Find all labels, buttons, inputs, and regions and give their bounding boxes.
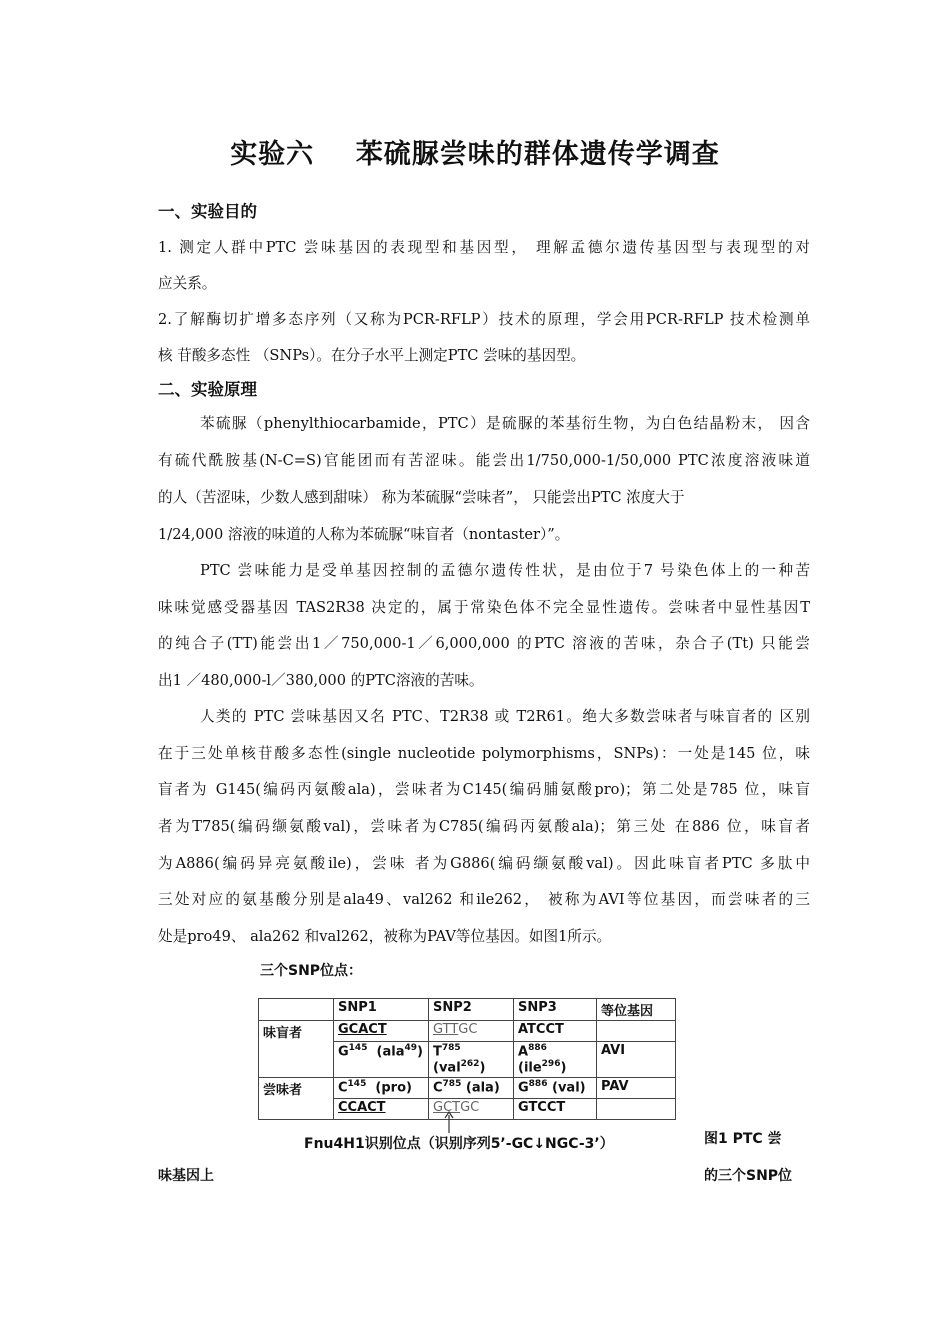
allele-cell: PAV bbox=[597, 1077, 676, 1098]
aa-position-text: 296 bbox=[541, 1059, 561, 1070]
position-text: 886 bbox=[528, 1043, 547, 1053]
page-title: 实验六 苯硫脲尝味的群体遗传学调查 bbox=[230, 139, 720, 170]
aa-text: (pro) bbox=[375, 1079, 412, 1095]
sequence-text: GCACT bbox=[338, 1022, 387, 1037]
taster-label: 尝味者 bbox=[259, 1077, 334, 1119]
figure-label: 三个SNP位点： bbox=[260, 963, 363, 979]
sequence-text: GTT bbox=[433, 1022, 459, 1037]
paragraph-line: 在于三处单核苷酸多态性(single nucleotide polymorphisms，SNPs)：一处是145 位，味 bbox=[158, 745, 810, 762]
recognition-site-label: Fnu4H1识别位点（识别序列5’-GC↓NGC-3’） bbox=[304, 1136, 614, 1152]
paragraph-line: 为A886(编码异亮氨酸ile)，尝味 者为G886(编码缬氨酸val)。因此味盲者PTC 多肽中 bbox=[158, 855, 810, 872]
table-cell bbox=[429, 1098, 514, 1119]
paragraph-line: PTC 尝味能力是受单基因控制的孟德尔遗传性状，是由位于7 号染色体上的一种苦 bbox=[200, 562, 810, 579]
aa-text: (val) bbox=[552, 1079, 586, 1095]
aa-text: ) bbox=[417, 1044, 423, 1060]
base-text: C bbox=[433, 1079, 443, 1095]
paragraph-line: 味味觉感受器基因 TAS2R38 决定的，属于常染色体不完全显性遗传。尝味者中显性基因T bbox=[158, 599, 810, 616]
position-text: 785 bbox=[442, 1078, 462, 1089]
position-text: 785 bbox=[441, 1043, 461, 1053]
table-cell bbox=[597, 1021, 676, 1042]
aa-text: (ala) bbox=[465, 1079, 500, 1095]
base-text: A bbox=[518, 1044, 529, 1060]
aa-position-text: 49 bbox=[404, 1043, 418, 1053]
table-cell bbox=[597, 1098, 676, 1119]
position-text: 886 bbox=[528, 1078, 548, 1089]
position-text: 145 bbox=[347, 1078, 367, 1089]
figure-caption: 的三个SNP位 bbox=[704, 1168, 793, 1184]
table-cell bbox=[334, 1098, 429, 1119]
table-cell bbox=[514, 1042, 597, 1078]
sequence-text: CCACT bbox=[338, 1099, 386, 1115]
paragraph-line: 应关系。 bbox=[158, 275, 217, 292]
table-cell: GTCCT bbox=[514, 1098, 597, 1119]
aa-text: ) bbox=[479, 1060, 486, 1076]
aa-text: (ala bbox=[376, 1044, 405, 1060]
table-header-snp2: SNP2 bbox=[429, 999, 514, 1021]
snp-table bbox=[258, 998, 676, 1120]
paragraph-line: 1/24,000 溶液的味道的人称为苯硫脲“味盲者（nontaster）”。 bbox=[158, 526, 570, 543]
table-cell bbox=[334, 1042, 429, 1078]
paragraph-line: 三处对应的氨基酸分别是ala49、val262 和ile262， 被称为AVI等位基因，而尝味者的三 bbox=[158, 891, 810, 908]
paragraph-line: 1. 测定人群中PTC 尝味基因的表现型和基因型， 理解孟德尔遗传基因型与表现型的对 bbox=[158, 239, 810, 256]
aa-text: ) bbox=[560, 1060, 567, 1076]
sequence-text: GCT bbox=[433, 1099, 461, 1115]
aa-text: (val bbox=[433, 1060, 461, 1076]
paragraph-line: 出1 ／480,000-l／380,000 的PTC溶液的苦味。 bbox=[158, 672, 484, 689]
aa-position-text: 262 bbox=[460, 1059, 480, 1070]
paragraph-line: 处是pro49、 ala262 和val262，被称为PAV等位基因。如图1所示。 bbox=[158, 928, 612, 945]
table-cell bbox=[429, 1042, 514, 1078]
arrow-head-icon bbox=[444, 1111, 454, 1119]
table-cell bbox=[429, 1077, 514, 1098]
base-text: G bbox=[338, 1044, 349, 1060]
allele-cell: AVI bbox=[597, 1042, 676, 1078]
table-header-row bbox=[259, 999, 676, 1021]
paragraph-line: 苯硫脲（phenylthiocarbamide，PTC）是硫脲的苯基衍生物，为白色结晶粉末， 因含 bbox=[200, 415, 810, 432]
table-header-allele: 等位基因 bbox=[597, 999, 676, 1021]
figure-caption: 味基因上 bbox=[158, 1168, 214, 1184]
table-cell bbox=[259, 999, 334, 1021]
table-cell: ATCCT bbox=[514, 1021, 597, 1042]
figure-caption: 图1 PTC 尝 bbox=[704, 1131, 782, 1147]
section-heading-principle: 二、实验原理 bbox=[158, 380, 257, 399]
table-cell bbox=[429, 1021, 514, 1042]
paragraph-line: 的纯合子(TT)能尝出1／750,000-1／6,000,000 的PTC 溶液的苦味，杂合子(Tt) 只能尝 bbox=[158, 635, 810, 652]
aa-text: (ile bbox=[518, 1060, 542, 1076]
sequence-text: GC bbox=[458, 1022, 478, 1037]
base-text: G bbox=[518, 1079, 529, 1095]
table-header-snp3: SNP3 bbox=[514, 999, 597, 1021]
position-text: 145 bbox=[348, 1043, 368, 1053]
table-cell bbox=[334, 1021, 429, 1042]
paragraph-line: 有硫代酰胺基(N-C=S)官能团而有苦涩味。能尝出1/750,000-1/50,000 PTC浓度溶液味道 bbox=[158, 452, 810, 469]
paragraph-line: 盲者为 G145(编码丙氨酸ala)，尝味者为C145(编码脯氨酸pro)；第二处是785 位，味盲 bbox=[158, 781, 810, 798]
base-text: T bbox=[433, 1044, 442, 1060]
paragraph-line: 者为T785(编码缬氨酸val)，尝味者为C785(编码丙氨酸ala)；第三处 在886 位，味盲者 bbox=[158, 818, 810, 835]
table-row bbox=[259, 1021, 676, 1042]
table-cell bbox=[514, 1077, 597, 1098]
table-row bbox=[259, 1077, 676, 1098]
base-text: C bbox=[338, 1079, 348, 1095]
nontaster-label: 味盲者 bbox=[259, 1021, 334, 1078]
sequence-text: GC bbox=[460, 1099, 480, 1115]
paragraph-line: 人类的 PTC 尝味基因又名 PTC、T2R38 或 T2R61。绝大多数尝味者与味盲者的 区别 bbox=[200, 708, 810, 725]
table-header-snp1: SNP1 bbox=[334, 999, 429, 1021]
table-cell bbox=[334, 1077, 429, 1098]
section-heading-purpose: 一、实验目的 bbox=[158, 202, 257, 221]
paragraph-line: 核 苷酸多态性 （SNPs）。在分子水平上测定PTC 尝味的基因型。 bbox=[158, 347, 586, 364]
paragraph-line: 的人（苦涩味，少数人感到甜味） 称为苯硫脲“尝味者”， 只能尝出PTC 浓度大于 bbox=[158, 489, 685, 506]
paragraph-line: 2.了解酶切扩增多态序列（又称为PCR-RFLP）技术的原理，学会用PCR-RFLP 技术检测单 bbox=[158, 311, 810, 328]
